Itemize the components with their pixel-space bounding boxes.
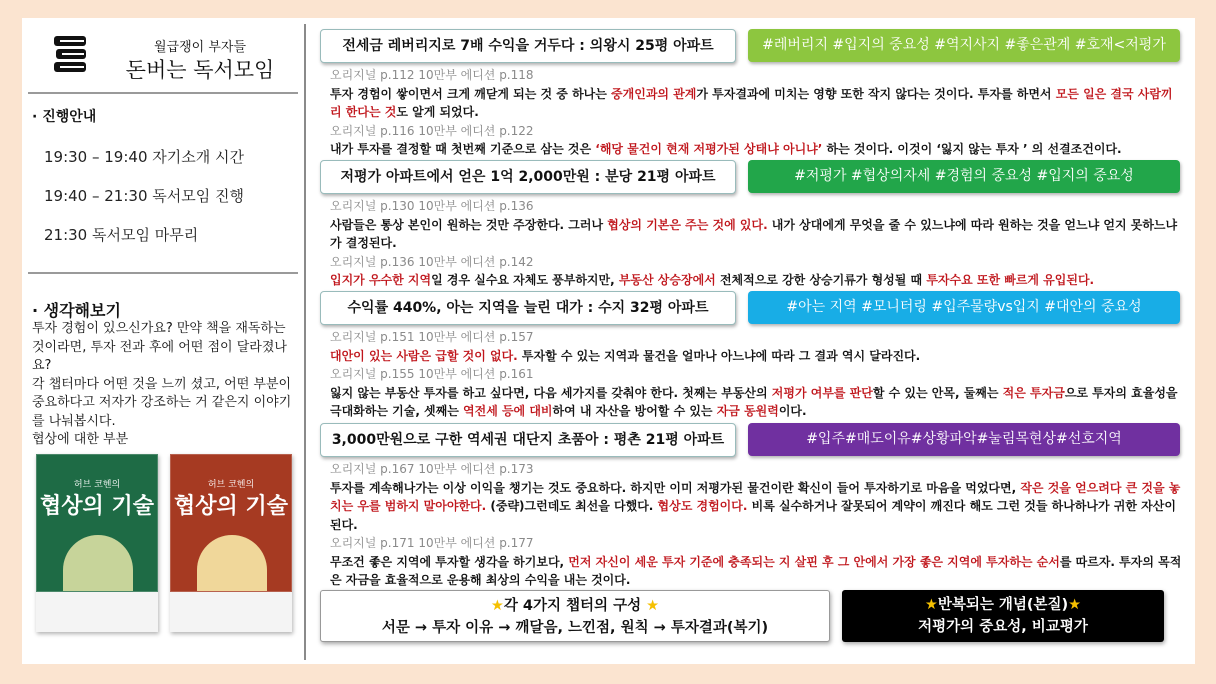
highlighted-text: 투자수요 또한 빠르게 유입된다.: [926, 273, 1095, 287]
highlighted-text: 입지가 우수한 지역: [330, 273, 432, 287]
quote-text: 를 따르자. 투자의 목적은 자금을 효율적으로 운용해 최상의 수익을 내는 것이다.: [330, 554, 1182, 587]
quote-text: 하는 것이다. 이것이 ‘잃지 않는 투자 ’ 의 선결조건이다.: [822, 142, 1122, 156]
quote-paragraph: [330, 271, 1182, 290]
think-text: [32, 320, 300, 450]
page-reference: 오리지널 p.171 10만부 에디션 p.177: [330, 536, 534, 550]
quote-text: 내가 상대에게 무엇을 줄 수 있느냐에 따라 원하는 것을 얻느냐 얻지 못하느냐가 결정된다.: [330, 217, 1178, 250]
quote-text: 으로 투자의 효율성을 극대화하는 기술, 셋째는: [330, 385, 1178, 418]
quote-text: 투자를 계속해나가는 이상 이익을 챙기는 것도 중요하다. 하지만 이미 저평가된 물건이란 확신이 들어 투자하기로 마음을 먹었다면,: [330, 480, 1021, 495]
quote-paragraph: [330, 140, 1182, 159]
quote-text: 전체적으로 강한 상승기류가 형성될 때: [715, 273, 927, 287]
quote-paragraph: [330, 384, 1182, 421]
chapter-title: 3,000만원으로 구한 역세권 대단지 초품아 : 평촌 21평 아파트: [320, 423, 736, 457]
quote-paragraph: [330, 479, 1182, 535]
column-divider: [304, 24, 306, 660]
chapter-structure-box: [320, 590, 830, 642]
quote-text: 하여 내 자산을 방어할 수 있는: [552, 404, 717, 418]
highlighted-text: 적은 투자금: [1002, 385, 1065, 400]
page-reference: 오리지널 p.136 10만부 에디션 p.142: [330, 254, 534, 269]
chapter-tags: #입주#매도이유#상황파악#눌림목현상#선호지역: [748, 423, 1180, 456]
chapter-quotes: [330, 460, 1182, 590]
chapter-tags: #레버리지 #입지의 중요성 #역지사지 #좋은관계 #호재<저평가: [748, 29, 1180, 62]
schedule-item: 19:30 – 19:40 자기소개 시간: [44, 148, 244, 166]
star-icon: ★: [490, 598, 504, 614]
highlighted-text: 자금 동원력: [716, 404, 779, 418]
schedule-item: 19:40 – 21:30 독서모임 진행: [44, 187, 244, 205]
star-icon: ★: [924, 597, 938, 613]
book-title: 협상의 기술: [174, 494, 288, 519]
chapter-quotes: [330, 328, 1182, 421]
quote-text: 비록 실수하거나 잘못되어 계약이 깨진다 해도 그런 것들 하나하나가 귀한 자산이 된다.: [330, 499, 1176, 532]
chapter-title: 수익률 440%, 아는 지역을 늘린 대가 : 수지 32평 아파트: [320, 291, 736, 325]
concept-title: 반복되는 개념(본질): [937, 597, 1069, 613]
divider: [28, 272, 298, 274]
quote-text: 일 경우 실수요 자체도 풍부하지만,: [431, 273, 619, 287]
page-reference: 오리지널 p.155 10만부 에디션 p.161: [330, 367, 534, 381]
structure-body: 서문 → 투자 이유 → 깨달음, 느낀점, 원칙 → 투자결과(복기): [381, 620, 769, 636]
highlighted-text: 작은 것을 얻으려다 큰 것을 놓치는 우를 범하지 말아야한다.: [330, 480, 1181, 513]
think-line: 협상에 대한 부분: [32, 432, 129, 447]
think-line: 투자 경험이 있으신가요? 만약 책을 재독하는 것이라면, 투자 전과 후에 어떤 점이 달라졌나요?: [32, 321, 287, 373]
highlighted-text: 먼저 자신이 세운 투자 기준에 충족되는 지 살핀 후 그 안에서 가장 좋은 지역에 투자하는 순서: [568, 554, 1060, 569]
highlighted-text: 대안이 있는 사람은 급할 것이 없다.: [330, 348, 518, 363]
header-subtitle: 월급쟁이 부자들: [153, 40, 247, 55]
book-author-line: 허브 코헨의: [73, 480, 121, 490]
book-cover-green: [36, 454, 158, 632]
highlighted-text: 부동산 상승장에서: [618, 273, 716, 287]
book-cover-red: [170, 454, 292, 632]
header-title: 돈버는 독서모임: [125, 58, 275, 82]
star-icon: ★: [646, 598, 660, 614]
page-reference: 오리지널 p.151 10만부 에디션 p.157: [330, 330, 534, 344]
quote-text: 이다.: [778, 404, 807, 418]
quote-paragraph: [330, 553, 1182, 590]
chapter-title: 저평가 아파트에서 얻은 1억 2,000만원 : 분당 21평 아파트: [320, 160, 736, 194]
quote-text: 투자할 수 있는 지역과 물건을 얼마나 아느냐에 따라 그 결과 역시 달라진다.: [517, 348, 921, 363]
books-stack-icon: [52, 34, 88, 74]
chapter-quotes: [330, 197, 1182, 290]
schedule-item: 21:30 독서모임 마무리: [44, 226, 199, 244]
quote-text: 가 투자결과에 미치는 영향 또한 작지 않다는 것이다. 투자를 하면서: [696, 86, 1056, 101]
page-reference: 오리지널 p.116 10만부 에디션 p.122: [330, 123, 534, 138]
page-reference: 오리지널 p.112 10만부 에디션 p.118: [330, 68, 534, 82]
key-concept-box: [842, 590, 1164, 642]
chapter-tags: #저평가 #협상의자세 #경험의 중요성 #입지의 중요성: [748, 160, 1180, 193]
highlighted-text: 협상의 기본은 주는 것에 있다.: [607, 217, 768, 232]
page-reference: 오리지널 p.167 10만부 에디션 p.173: [330, 462, 534, 476]
think-line: 각 챕터마다 어떤 것을 느끼 셨고, 어떤 부분이 중요하다고 저자가 강조하는 거 같은지 이야기를 나눠봅시다.: [32, 376, 292, 429]
left-column: [22, 18, 302, 664]
book-author-line: 허브 코헨의: [207, 480, 255, 490]
book-title: 협상의 기술: [40, 494, 154, 519]
quote-text: 할 수 있는 안목, 둘째는: [872, 385, 1003, 400]
highlighted-text: 중개인과의 관계: [611, 86, 697, 101]
quote-paragraph: [330, 347, 1182, 366]
quote-text: 무조건 좋은 지역에 투자할 생각을 하기보다,: [330, 554, 569, 569]
highlighted-text: 협상도 경험이다.: [657, 499, 748, 513]
chapter-quotes: [330, 66, 1182, 159]
quote-text: 사람들은 통상 본인이 원하는 것만 주장한다. 그러나: [330, 217, 608, 232]
think-heading: · 생각해보기: [32, 301, 121, 320]
concept-body: 저평가의 중요성, 비교평가: [918, 619, 1088, 635]
quote-text: (중략)그런데도 최선을 다했다.: [486, 499, 658, 513]
divider: [28, 92, 298, 94]
structure-title: 각 4가지 챕터의 구성: [503, 598, 642, 614]
highlighted-text: 모든 일은 결국 사람끼리 한다는 것: [330, 86, 1173, 119]
quote-text: 투자 경험이 쌓이면서 크게 깨닫게 되는 것 중 하나는: [330, 86, 612, 101]
schedule-heading: · 진행안내: [32, 109, 97, 125]
quote-text: 내가 투자를 결정할 때 첫번째 기준으로 삼는 것은: [330, 142, 596, 156]
quote-text: 도 알게 되었다.: [396, 105, 479, 119]
star-icon: ★: [1068, 597, 1082, 613]
highlighted-text: 저평가 여부를 판단: [771, 385, 873, 400]
highlighted-text: 역전세 등에 대비: [463, 404, 553, 418]
chapter-tags: #아는 지역 #모니터링 #입주물량vs입지 #대안의 중요성: [748, 291, 1180, 324]
highlighted-text: ‘해당 물건이 현재 저평가된 상태냐 아니냐’: [595, 142, 823, 156]
quote-paragraph: [330, 85, 1182, 122]
chapter-title: 전세금 레버리지로 7배 수익을 거두다 : 의왕시 25평 아파트: [320, 29, 736, 63]
quote-text: 잃지 않는 부동산 투자를 하고 싶다면, 다음 세가지를 갖춰야 한다. 첫째는 부동산의: [330, 385, 772, 400]
quote-paragraph: [330, 216, 1182, 253]
slide: [22, 18, 1195, 664]
page-reference: 오리지널 p.130 10만부 에디션 p.136: [330, 199, 534, 213]
